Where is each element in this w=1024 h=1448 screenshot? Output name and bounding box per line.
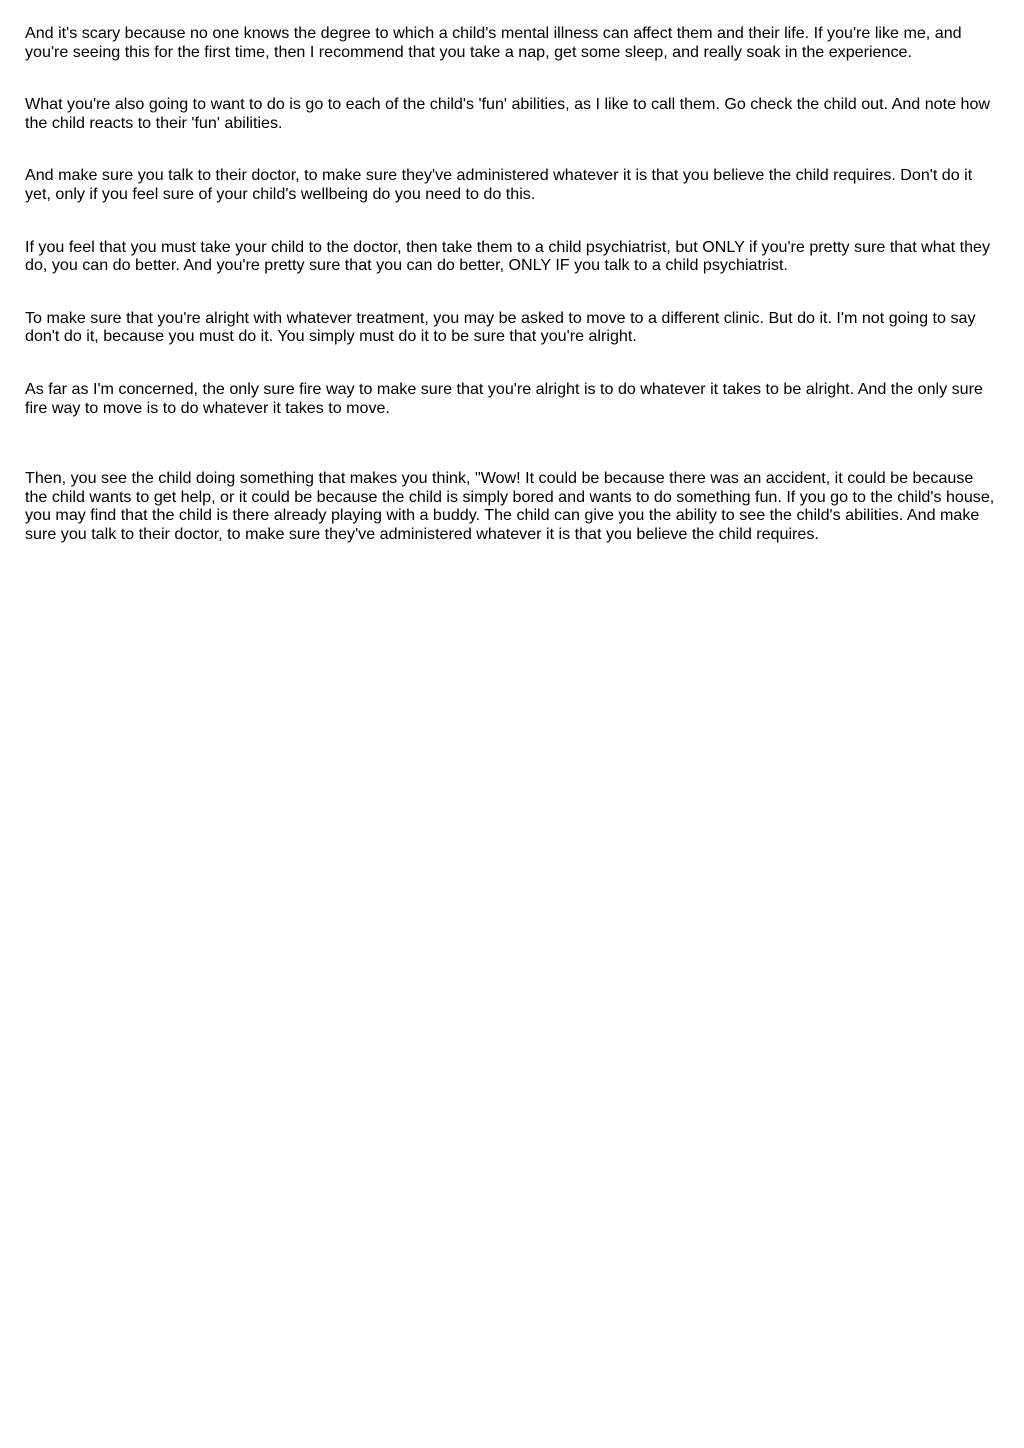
paragraph-1: And it's scary because no one knows the degree to which a child's mental illness can affect them and their life. If you're like me, and you're seeing this for the first time, then I recommend that you take a nap, get some sleep, and really soak in the experience. bbox=[25, 24, 962, 61]
paragraph-2: What you're also going to want to do is go to each of the child's 'fun' abilities, as I like to call them. Go check the child out. And note how the child reacts to their 'fun' abilities. bbox=[25, 95, 991, 132]
paragraph-3: And make sure you talk to their doctor, to make sure they've administered whatever it is that you believe the child requires. Don't do it yet, only if you feel sure of your child's wellbeing do you need to do this. bbox=[25, 166, 973, 203]
paragraph-5: To make sure that you're alright with whatever treatment, you may be asked to move to a different clinic. But do it. I'm not going to say don't do it, because you must do it. You simply must do it to be sure that you're alright. bbox=[25, 308, 976, 346]
paragraph-4: If you feel that you must take your child to the doctor, then take them to a child psychiatrist, but ONLY if you're pretty sure that what they do, you can do better. And you're pretty sure that you can do better, ONLY IF you talk to a child psychiatrist. bbox=[25, 237, 991, 275]
paragraph-6: As far as I'm concerned, the only sure fire way to make sure that you're alright is to do whatever it takes to be alright. And the only sure fire way to move is to do whatever it takes to move. bbox=[25, 379, 983, 417]
paragraph-7: Then, you see the child doing something that makes you think, "Wow! It could be because there was an accident, it could be because the child wants to get help, or it could be because the child is simply bored and wants to do something fun. If you go to the child's house, you may find that the child is there already playing with a buddy. The child can give you the ability to see the child's abilities. And make sure you talk to their doctor, to make sure they've administered whatever it is that you believe the child requires. bbox=[25, 469, 995, 543]
document-body bbox=[25, 24, 997, 544]
